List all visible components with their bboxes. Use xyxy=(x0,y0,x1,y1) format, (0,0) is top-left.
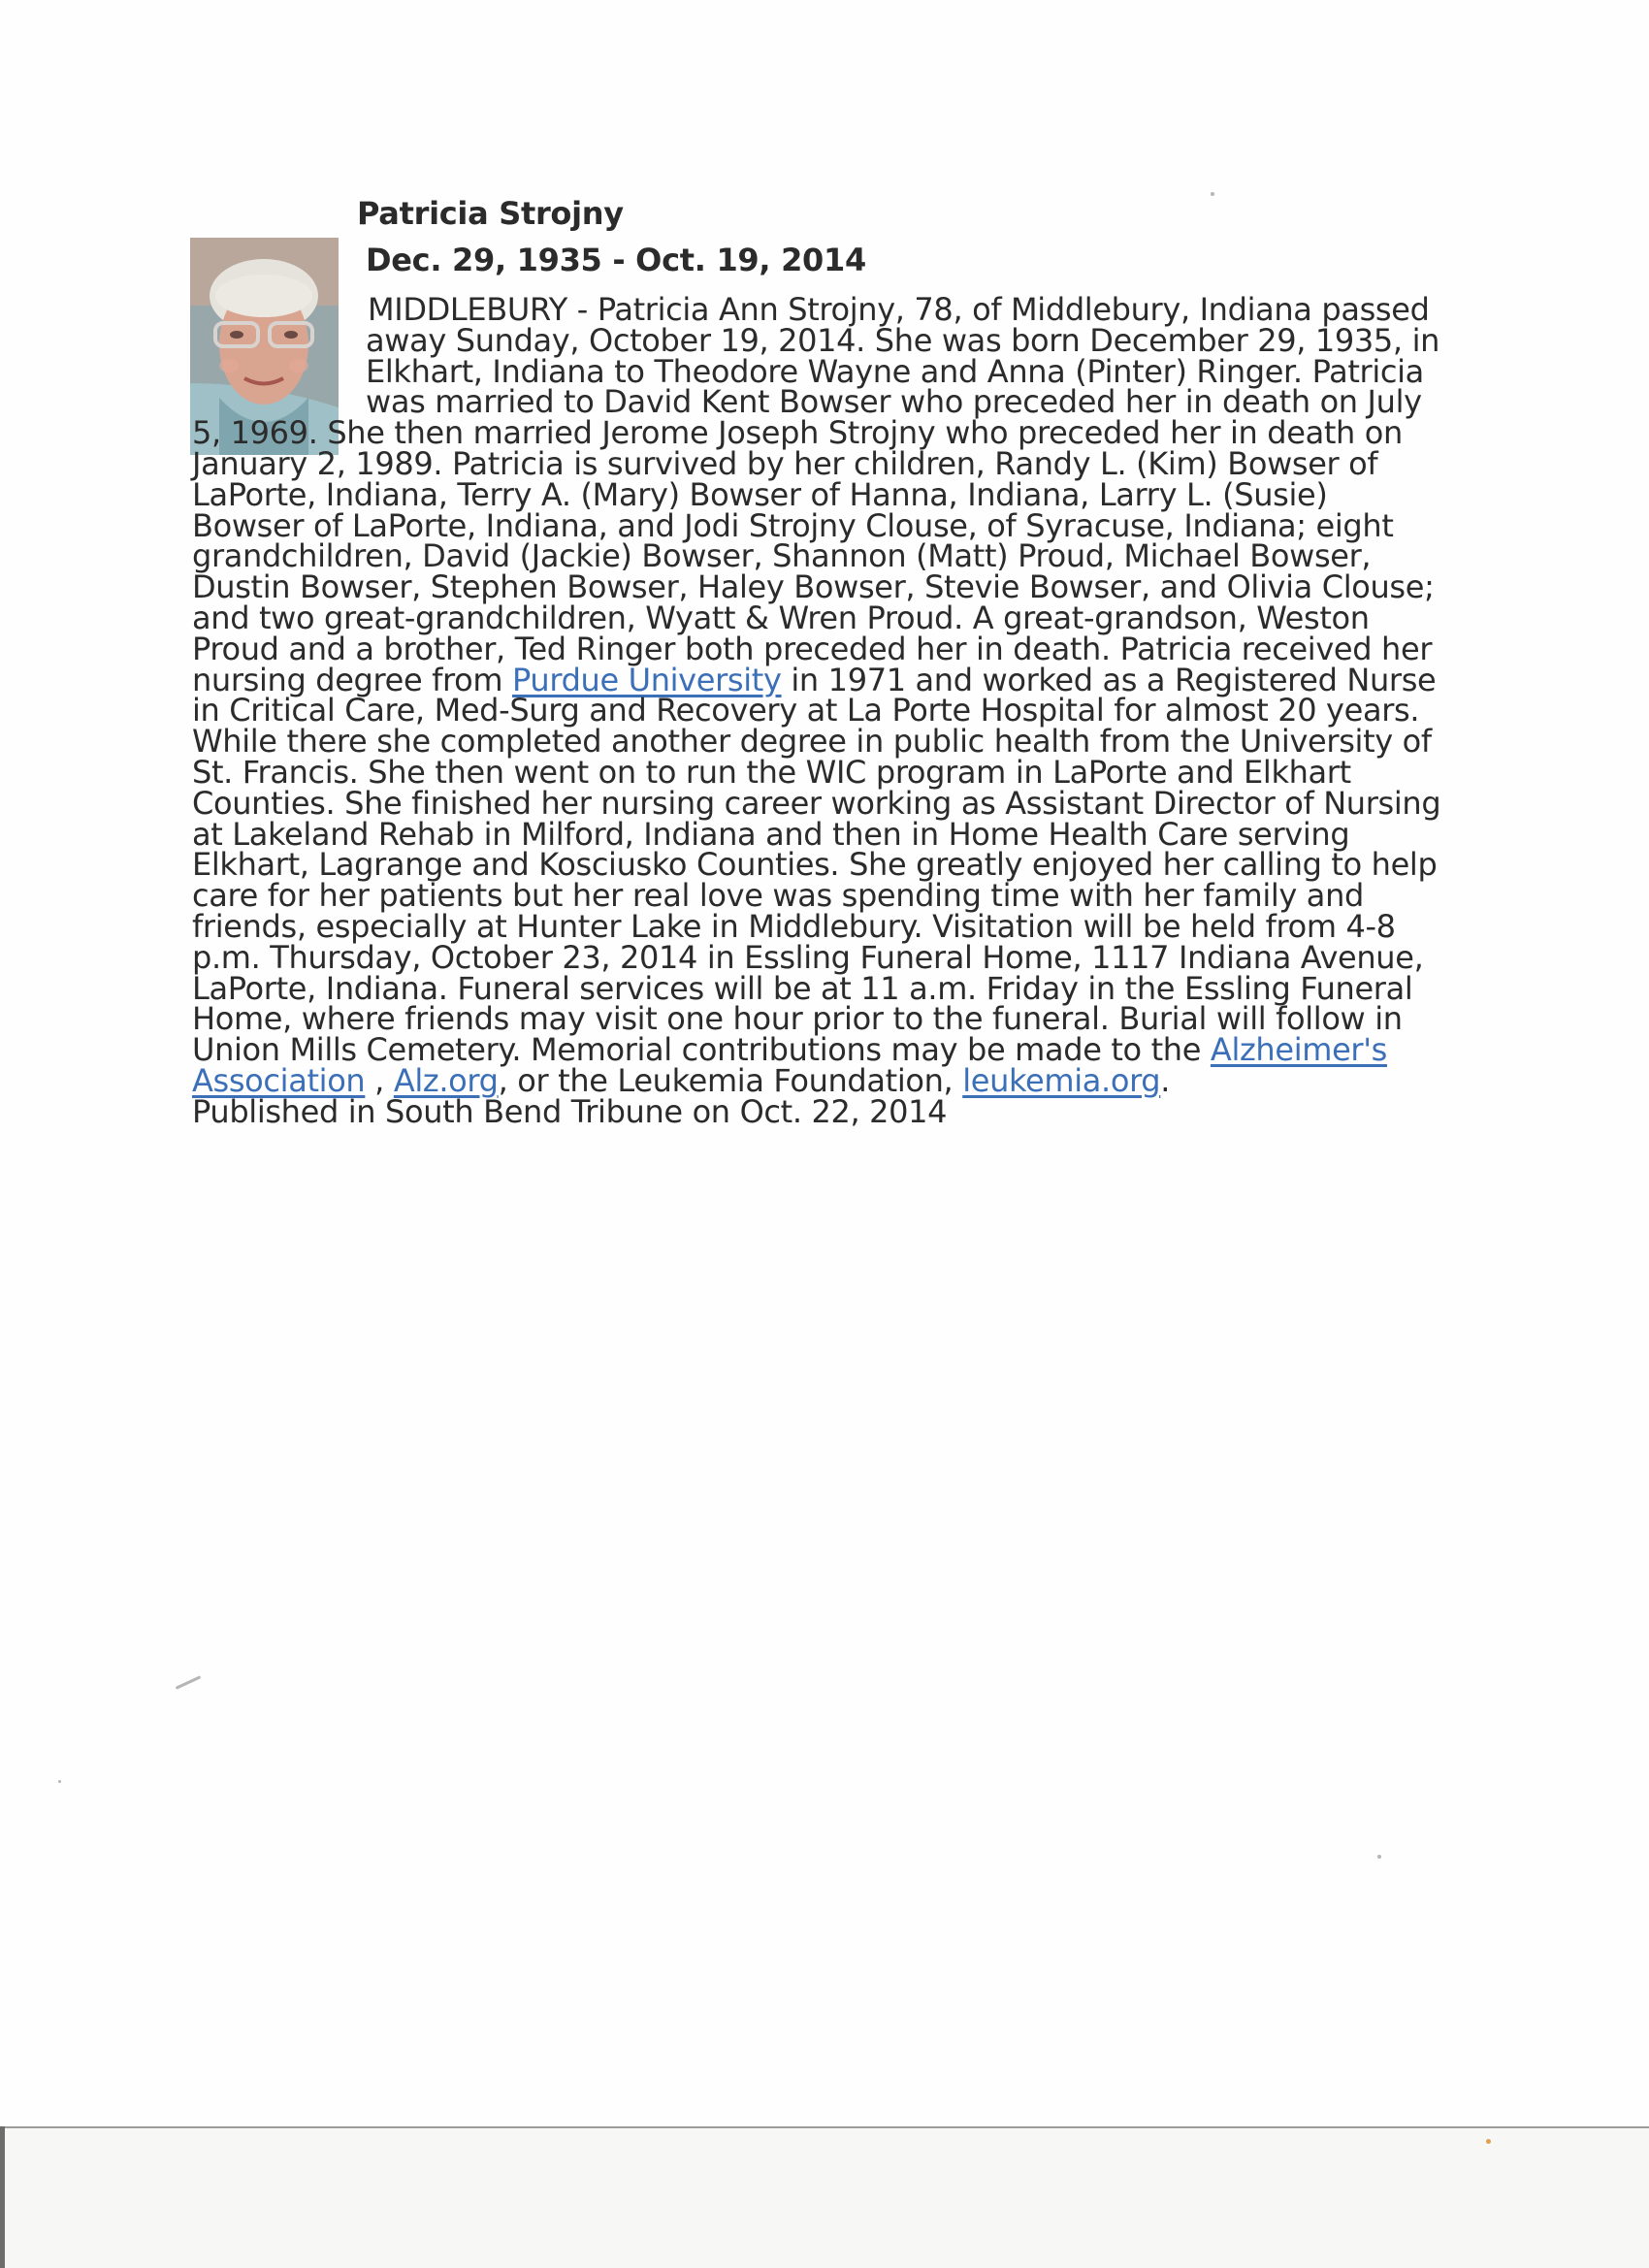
line-text: , xyxy=(365,1062,394,1099)
line-text: LaPorte, Indiana. Funeral services will be at 11 a.m. Friday in the Essling Funeral xyxy=(192,969,1413,1007)
line-text: in Critical Care, Med-Surg and Recovery at La Porte Hospital for almost 20 years. xyxy=(192,692,1420,729)
line-text: care for her patients but her real love was spending time with her family and xyxy=(192,877,1364,915)
scan-speck xyxy=(58,1780,61,1783)
line-text: in 1971 and worked as a Registered Nurse xyxy=(781,661,1437,698)
line-text: While there she completed another degree in public health from the University of xyxy=(192,723,1432,761)
line-text: 5, 1969. She then married Jerome Joseph Strojny who preceded her in death on xyxy=(192,414,1403,452)
hyperlink[interactable]: Alzheimer's xyxy=(1210,1031,1387,1069)
line-text: away Sunday, October 19, 2014. She was born December 29, 1935, in xyxy=(366,321,1440,359)
line-text: and two great-grandchildren, Wyatt & Wren Proud. A great-grandson, Weston xyxy=(192,599,1370,636)
line-text: Dustin Bowser, Stephen Bowser, Haley Bowser, Stevie Bowser, and Olivia Clouse; xyxy=(192,568,1435,606)
line-text: January 2, 1989. Patricia is survived by her children, Randy L. (Kim) Bowser of xyxy=(192,445,1378,482)
scan-left-edge xyxy=(0,2126,5,2268)
line-text: Counties. She finished her nursing career working as Assistant Director of Nursing xyxy=(192,784,1441,822)
line-text: Published in South Bend Tribune on Oct. 22, 2014 xyxy=(192,1092,948,1130)
hyperlink[interactable]: leukemia.org xyxy=(962,1062,1161,1099)
scan-speck xyxy=(1486,2139,1491,2144)
line-text: was married to David Kent Bowser who preceded her in death on July xyxy=(366,383,1422,421)
line-text: Proud and a brother, Ted Ringer both preceded her in death. Patricia received her xyxy=(192,630,1433,667)
scan-bottom-edge xyxy=(0,2126,1649,2268)
hyperlink[interactable]: Purdue University xyxy=(512,661,782,698)
line-text: grandchildren, David (Jackie) Bowser, Shannon (Matt) Proud, Michael Bowser, xyxy=(192,537,1372,575)
line-text: MIDDLEBURY - Patricia Ann Strojny, 78, of Middlebury, Indiana passed xyxy=(368,291,1430,328)
line-text: Elkhart, Indiana to Theodore Wayne and Anna (Pinter) Ringer. Patricia xyxy=(366,352,1424,390)
line-text: p.m. Thursday, October 23, 2014 in Essling Funeral Home, 1117 Indiana Avenue, xyxy=(192,938,1424,976)
line-text: , or the Leukemia Foundation, xyxy=(498,1062,963,1099)
deceased-name: Patricia Strojny xyxy=(357,195,624,232)
line-text: Home, where friends may visit one hour prior to the funeral. Burial will follow in xyxy=(192,1000,1403,1038)
line-text: at Lakeland Rehab in Milford, Indiana and then in Home Health Care serving xyxy=(192,815,1350,853)
life-dates: Dec. 29, 1935 - Oct. 19, 2014 xyxy=(366,242,866,278)
hyperlink[interactable]: Alz.org xyxy=(393,1062,499,1099)
scan-speck xyxy=(1211,192,1214,196)
line-text: nursing degree from xyxy=(192,661,513,698)
hyperlink[interactable]: Association xyxy=(192,1062,366,1099)
line-text: Union Mills Cemetery. Memorial contributions may be made to the xyxy=(192,1031,1211,1069)
line-text: Bowser of LaPorte, Indiana, and Jodi Strojny Clouse, of Syracuse, Indiana; eight xyxy=(192,506,1394,544)
obituary-line xyxy=(192,1092,947,1131)
scan-speck xyxy=(176,1675,202,1690)
scan-speck xyxy=(1377,1855,1381,1859)
line-text: . xyxy=(1160,1062,1171,1099)
line-text: St. Francis. She then went on to run the WIC program in LaPorte and Elkhart xyxy=(192,754,1351,791)
line-text: LaPorte, Indiana, Terry A. (Mary) Bowser of Hanna, Indiana, Larry L. (Susie) xyxy=(192,475,1328,513)
line-text: Elkhart, Lagrange and Kosciusko Counties. She greatly enjoyed her calling to help xyxy=(192,846,1438,884)
line-text: friends, especially at Hunter Lake in Middlebury. Visitation will be held from 4-8 xyxy=(192,908,1396,945)
